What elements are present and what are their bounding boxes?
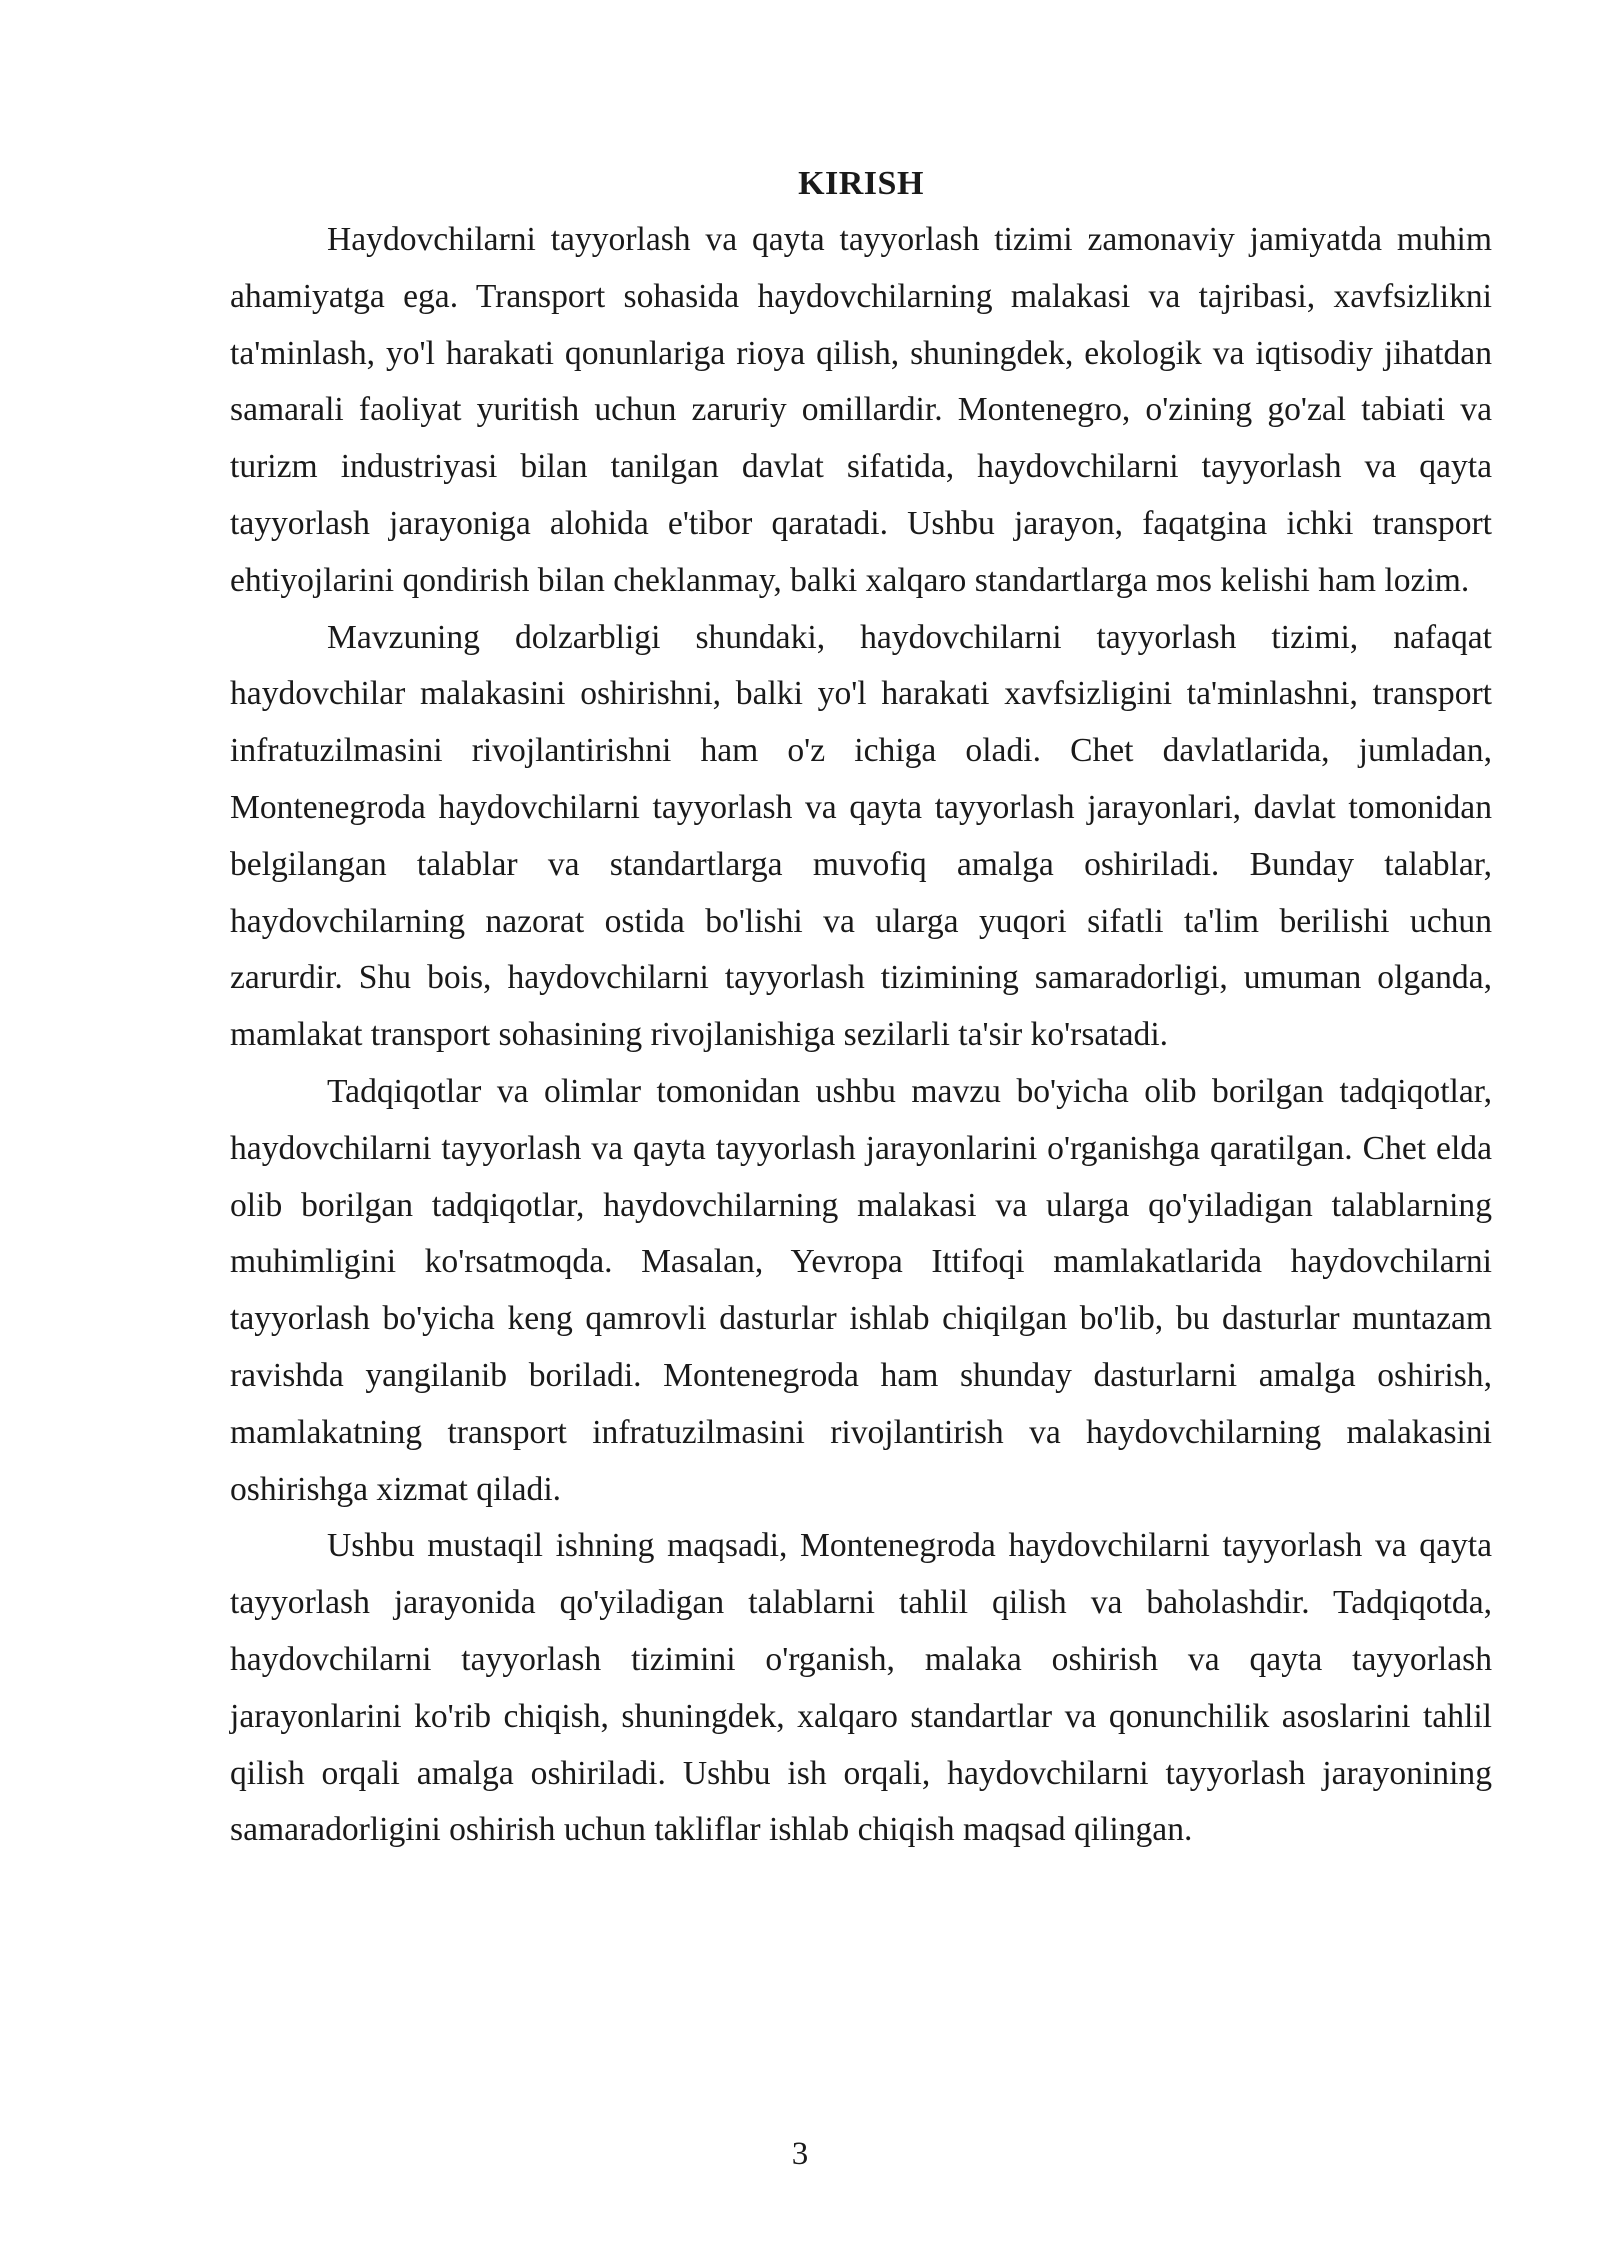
paragraph-3: Tadqiqotlar va olimlar tomonidan ushbu mavzu bo'yicha olib borilgan tadqiqotlar, haydovchilarni tayyorlash va qayta tayyorlash jarayonlarini o'rganishga qaratilgan. Chet elda olib borilgan tadqiqotlar, haydovchilarning malakasi va ularga qo'yiladigan talablarning muhimligini ko'rsatmoqda. Masalan, Yevropa Ittifoqi mamlakatlarida haydovchilarni tayyorlash bo'yicha keng qamrovli dasturlar ishlab chiqilgan bo'lib, bu dasturlar muntazam ravishda yangilanib boriladi. Montenegroda ham shunday dasturlarni amalga oshirish, mamlakatning transport infratuzilmasini rivojlantirish va haydovchilarning malakasini oshirishga xizmat qiladi. [230, 1072, 1492, 1508]
page-number: 3 [791, 2136, 809, 2172]
paragraph-1: Haydovchilarni tayyorlash va qayta tayyorlash tizimi zamonaviy jamiyatda muhim ahamiyatga ega. Transport sohasida haydovchilarning malakasi va tajribasi, xavfsizlikni ta'minlash, yo'l harakati qonunlariga rioya qilish, shuningdek, ekologik va iqtisodiy jihatdan samarali faoliyat yuritish uchun zaruriy omillardir. Montenegro, o'zining go'zal tabiati va turizm industriyasi bilan tanilgan davlat sifatida, haydovchilarni tayyorlash va qayta tayyorlash jarayoniga alohida e'tibor qaratadi. Ushbu jarayon, faqatgina ichki transport ehtiyojlarini qondirish bilan cheklanmay, balki xalqaro standartlarga mos kelishi ham lozim. [230, 221, 1492, 599]
section-title: KIRISH [798, 165, 924, 202]
page-content [230, 160, 1492, 1859]
paragraph-4: Ushbu mustaqil ishning maqsadi, Montenegroda haydovchilarni tayyorlash va qayta tayyorlash jarayonida qo'yiladigan talablarni tahlil qilish va baholashdir. Tadqiqotda, haydovchilarni tayyorlash tizimini o'rganish, malaka oshirish va qayta tayyorlash jarayonlarini ko'rib chiqish, shuningdek, xalqaro standartlar va qonunchilik asoslarini tahlil qilish orqali amalga oshiriladi. Ushbu ish orqali, haydovchilarni tayyorlash jarayonining samaradorligini oshirish uchun takliflar ishlab chiqish maqsad qilingan. [230, 1527, 1492, 1849]
paragraph-2: Mavzuning dolzarbligi shundaki, haydovchilarni tayyorlash tizimi, nafaqat haydovchilar malakasini oshirishni, balki yo'l harakati xavfsizligini ta'minlashni, transport infratuzilmasini rivojlantirishni ham o'z ichiga oladi. Chet davlatlarida, jumladan, Montenegroda haydovchilarni tayyorlash va qayta tayyorlash jarayonlari, davlat tomonidan belgilangan talablar va standartlarga muvofiq amalga oshiriladi. Bunday talablar, haydovchilarning nazorat ostida bo'lishi va ularga yuqori sifatli ta'lim berilishi uchun zarurdir. Shu bois, haydovchilarni tayyorlash tizimining samaradorligi, umuman olganda, mamlakat transport sohasining rivojlanishiga sezilarli ta'sir ko'rsatadi. [230, 618, 1492, 1054]
